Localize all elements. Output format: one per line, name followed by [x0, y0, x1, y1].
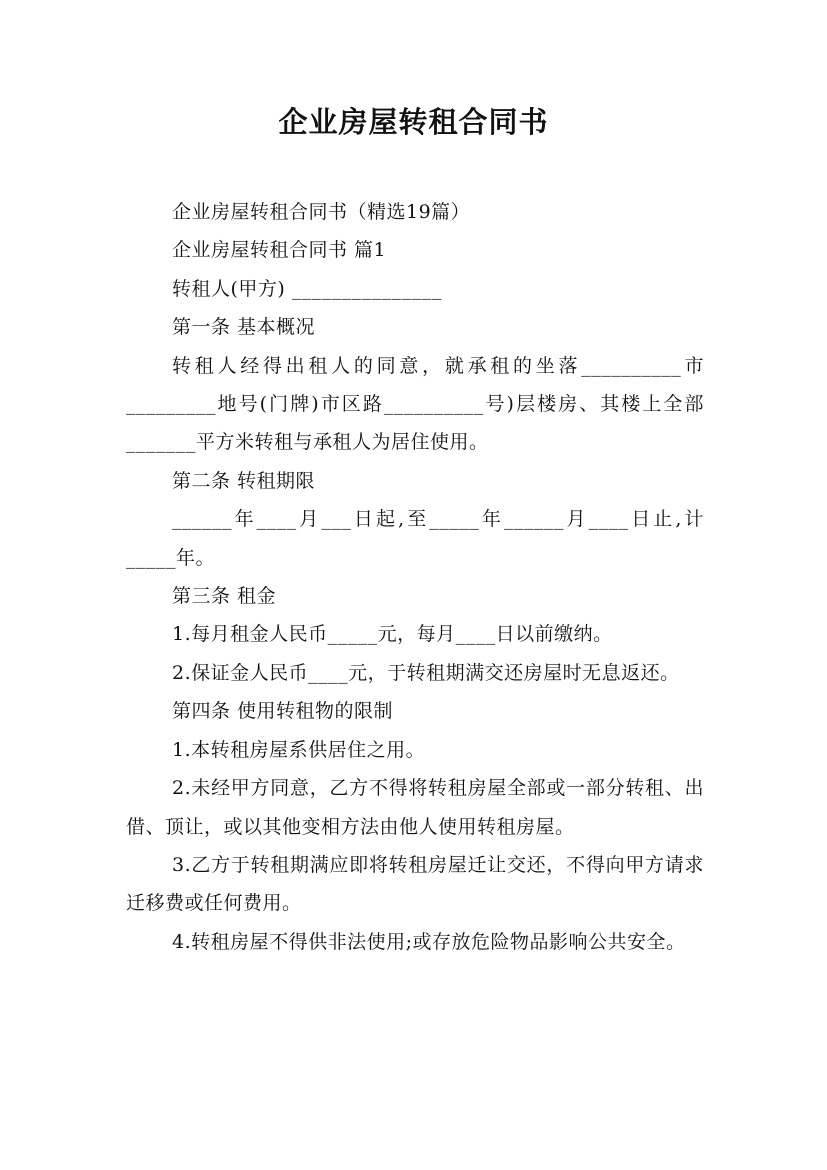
- document-title: 企业房屋转租合同书: [278, 105, 549, 139]
- article-2-heading: 第二条 转租期限: [172, 469, 316, 492]
- article-4-heading: 第四条 使用转租物的限制: [172, 700, 394, 723]
- article-2-text: ______年____月___日起,至_____年______月____日止,计_____年。: [126, 508, 704, 569]
- article-1-text: 转租人经得出租人的同意，就承租的坐落__________市_________地号(门牌)市区路__________号)层楼房、其楼上全部_______平方米转租与承租人为居住使用。: [126, 354, 704, 454]
- paragraph-section-heading: 企业房屋转租合同书 篇1: [172, 239, 387, 262]
- article-4-item-2: 2.未经甲方同意，乙方不得将转租房屋全部或一部分转租、出借、顶让，或以其他变相方法由他人使用转租房屋。: [126, 777, 704, 838]
- article-1-heading: 第一条 基本概况: [172, 316, 316, 339]
- article-3-heading: 第三条 租金: [172, 585, 277, 608]
- article-3-item-2: 2.保证金人民币____元，于转租期满交还房屋时无息返还。: [172, 661, 680, 684]
- article-4-item-3: 3.乙方于转租期满应即将转租房屋迁让交还，不得向甲方请求迁移费或任何费用。: [126, 853, 704, 915]
- paragraph-sublessor: 转租人(甲方) _______________: [172, 277, 442, 300]
- article-4-item-1: 1.本转租房屋系供居住之用。: [172, 738, 426, 761]
- article-4-item-4: 4.转租房屋不得供非法使用;或存放危险物品影响公共安全。: [172, 930, 686, 953]
- document-body: [126, 193, 704, 961]
- article-3-item-1: 1.每月租金人民币_____元，每月____日以前缴纳。: [172, 623, 613, 646]
- paragraph-subtitle: 企业房屋转租合同书（精选19篇）: [172, 201, 471, 223]
